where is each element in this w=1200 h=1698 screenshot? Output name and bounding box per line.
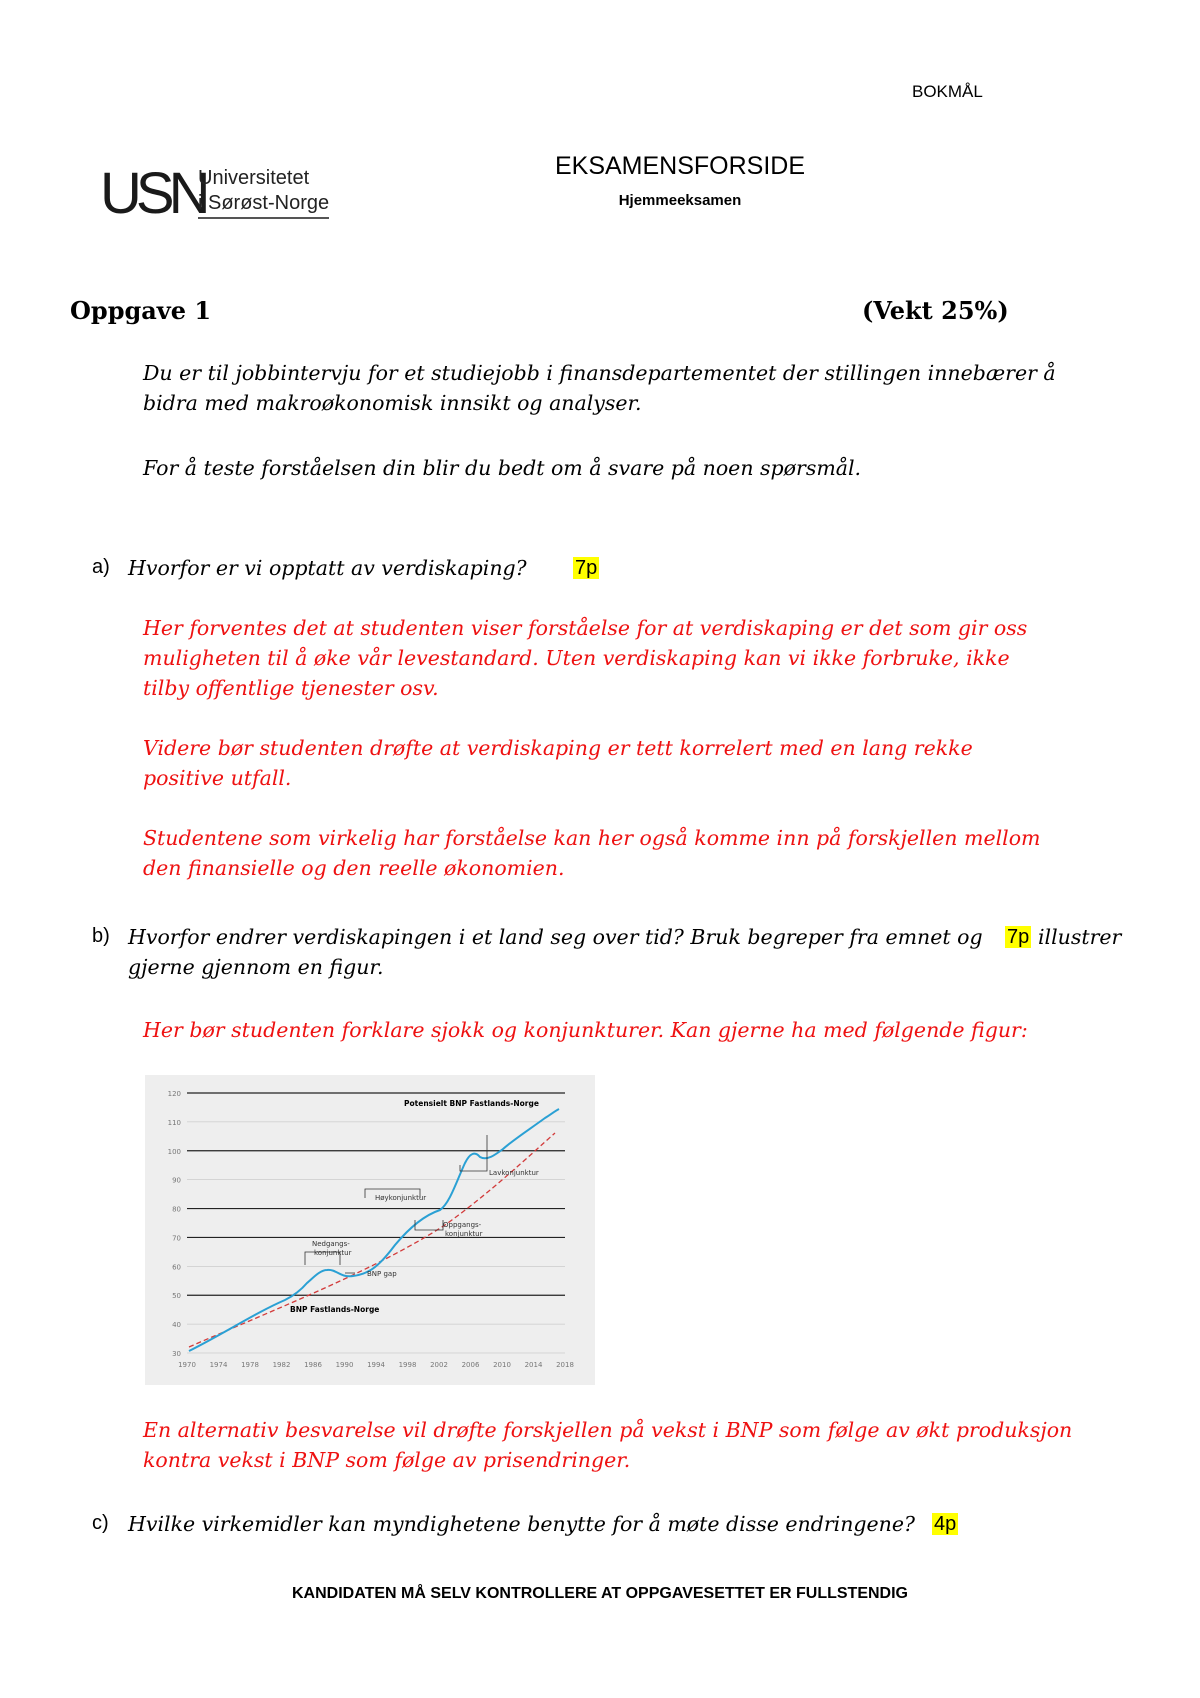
actual-gdp-line — [189, 1109, 559, 1351]
answer-b-paragraph-1: Her bør studenten forklare sjokk og konjunkturer. Kan gjerne ha med følgende figur: — [143, 1018, 1028, 1042]
question-c-points-wrap — [932, 1511, 958, 1536]
legend-potential-gdp: Potensielt BNP Fastlands-Norge — [404, 1099, 539, 1108]
task-weight: (Vekt 25%) — [862, 296, 1009, 325]
answer-a-paragraph-2: Videre bør studenten drøfte at verdiskaping er tett korrelert med en lang rekke positive utfall. — [143, 736, 973, 790]
answer-b-paragraph-2: En alternativ besvarelse vil drøfte forskjellen på vekst i BNP som følge av økt produksjon kontra vekst i BNP som følge av prisendringer. — [143, 1418, 1073, 1472]
annotation-lavkonjunktur: Lavkonjunktur — [489, 1169, 539, 1177]
legend-actual-gdp: BNP Fastlands-Norge — [290, 1305, 380, 1314]
annotation-bnp-gap: BNP gap — [367, 1270, 397, 1278]
potential-gdp-line — [189, 1133, 555, 1347]
question-a-points-wrap — [573, 555, 599, 580]
page-subtitle: Hjemmeeksamen — [618, 192, 742, 209]
footer-notice: KANDIDATEN MÅ SELV KONTROLLERE AT OPPGAVESETTET ER FULLSTENDIG — [291, 1585, 908, 1602]
page-title: EKSAMENSFORSIDE — [554, 152, 806, 180]
question-b-label: b) — [92, 925, 110, 947]
x-tick-label: 2010 — [493, 1361, 511, 1369]
question-c-text: Hvilke virkemidler kan myndighetene benytte for å møte disse endringene? — [128, 1512, 915, 1536]
question-b-points-wrap — [1005, 924, 1031, 949]
y-tick-label: 50 — [172, 1292, 181, 1301]
answer-a-paragraph-3: Studentene som virkelig har forståelse kan her også komme inn på forskjellen mellom den finansielle og den reelle økonomien. — [143, 826, 1041, 880]
question-b-text-part1: Hvorfor endrer verdiskapingen i et land seg over tid? Bruk begreper fra emnet og — [128, 925, 983, 949]
question-b-text-line2: gjerne gjennom en figur. — [128, 955, 384, 979]
y-tick-label: 110 — [167, 1118, 181, 1127]
logo-line1: Universitetet — [198, 167, 310, 189]
x-tick-label: 2014 — [524, 1361, 543, 1369]
x-tick-label: 1970 — [178, 1361, 196, 1369]
question-b-text-part2: illustrer — [1038, 925, 1122, 949]
university-logo — [100, 165, 340, 223]
annotation-oppgang-2: konjunktur — [445, 1230, 483, 1238]
logo-mark-text: USN — [100, 165, 205, 223]
x-tick-label: 2006 — [461, 1361, 480, 1369]
intro-paragraph-2: For å teste forståelsen din blir du bedt om å svare på noen spørsmål. — [143, 456, 862, 480]
y-tick-label: 60 — [172, 1263, 181, 1272]
task-title: Oppgave 1 — [70, 296, 212, 325]
question-a-points: 7p — [575, 557, 598, 579]
x-tick-label: 1998 — [398, 1361, 417, 1369]
business-cycle-chart — [145, 1075, 595, 1385]
x-tick-label: 1978 — [241, 1361, 259, 1369]
y-tick-label: 30 — [172, 1350, 181, 1358]
x-tick-label: 2002 — [430, 1361, 448, 1369]
annotation-oppgang-1: Oppgangs- — [443, 1221, 482, 1229]
y-tick-label: 70 — [172, 1234, 181, 1243]
intro-paragraph-1: Du er til jobbintervju for et studiejobb i finansdepartementet der stillingen innebærer å bidra med makroøkonomisk innsikt og analyser. — [143, 361, 1056, 415]
annotation-nedgang-1: Nedgangs- — [312, 1240, 350, 1248]
y-tick-label: 100 — [167, 1147, 181, 1156]
logo-line2: i Sørøst-Norge — [198, 192, 329, 219]
y-tick-label: 80 — [172, 1205, 181, 1214]
x-tick-label: 1986 — [304, 1361, 322, 1369]
x-tick-label: 1982 — [272, 1361, 291, 1369]
question-b-points: 7p — [1007, 926, 1030, 948]
question-c-label: c) — [92, 1512, 109, 1534]
y-tick-label: 90 — [172, 1176, 181, 1185]
question-a-label: a) — [92, 556, 110, 578]
language-label: BOKMÅL — [912, 82, 983, 101]
x-tick-label: 1974 — [209, 1361, 228, 1369]
business-cycle-figure — [145, 1075, 595, 1385]
x-tick-label: 1994 — [367, 1361, 385, 1369]
x-tick-label: 2018 — [556, 1361, 574, 1369]
annotation-nedgang-2: konjunktur — [314, 1249, 352, 1257]
x-tick-label: 1990 — [335, 1361, 354, 1369]
y-tick-label: 40 — [172, 1321, 181, 1330]
question-a-text: Hvorfor er vi opptatt av verdiskaping? — [128, 556, 527, 580]
annotation-hoykonjunktur: Høykonjunktur — [375, 1194, 427, 1202]
y-tick-label: 120 — [167, 1090, 181, 1098]
answer-a-paragraph-1: Her forventes det at studenten viser forståelse for at verdiskaping er det som gir oss muligheten til å øke vår levestandard. Uten verdiskaping kan vi ikke forbruke, ikke tilby offentlige tjenester osv. — [143, 616, 1028, 700]
question-c-points: 4p — [934, 1513, 957, 1535]
